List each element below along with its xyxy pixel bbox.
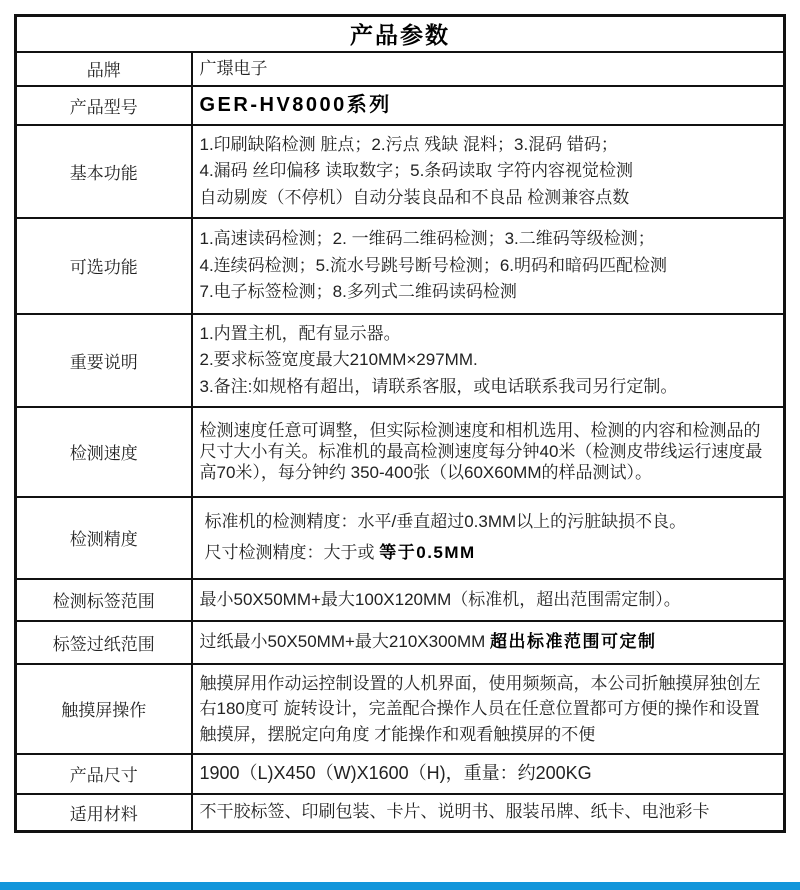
optional-functions-line-3: 7.电子标签检测；8.多列式二维码读码检测 bbox=[199, 282, 517, 302]
table-row-paper-range bbox=[16, 621, 785, 664]
row-value-basic-functions bbox=[192, 125, 785, 218]
row-value-materials: 不干胶标签、印刷包装、卡片、说明书、服装吊牌、纸卡、电池彩卡 bbox=[192, 794, 785, 832]
table-row-model bbox=[16, 86, 785, 125]
row-value-label-range: 最小50X50MM+最大100X120MM（标准机，超出范围需定制）。 bbox=[192, 579, 785, 621]
row-label-brand: 品牌 bbox=[16, 52, 192, 86]
row-label-model: 产品型号 bbox=[16, 86, 192, 125]
row-label-detection-precision: 检测精度 bbox=[16, 497, 192, 579]
row-label-optional-functions: 可选功能 bbox=[16, 218, 192, 314]
row-value-paper-range bbox=[192, 621, 785, 664]
row-value-touchscreen: 触摸屏用作动运控制设置的人机界面，使用频频高，本公司折触摸屏独创左右180度可 旋转设计，完盖配合操作人员在任意位置都可方便的操作和设置触摸屏，摆脱定向角度 才能操作和观看触摸屏的不便 bbox=[192, 664, 785, 754]
row-label-touchscreen: 触摸屏操作 bbox=[16, 664, 192, 754]
product-spec-table bbox=[14, 14, 786, 833]
table-row-label-range bbox=[16, 579, 785, 621]
row-label-important-notes: 重要说明 bbox=[16, 314, 192, 407]
row-label-label-range: 检测标签范围 bbox=[16, 579, 192, 621]
detection-precision-line-1: 标准机的检测精度：水平/垂直超过0.3MM以上的污脏缺损不良。 bbox=[204, 512, 687, 532]
basic-functions-line-1: 1.印刷缺陷检测 脏点；2.污点 残缺 混料；3.混码 错码； bbox=[199, 134, 618, 154]
paper-range-bold: 超出标准范围可定制 bbox=[490, 632, 657, 652]
important-notes-line-1: 1.内置主机，配有显示器。 bbox=[199, 323, 401, 343]
detection-precision-line-2 bbox=[205, 538, 777, 569]
table-row-important-notes bbox=[16, 314, 785, 407]
row-value-important-notes bbox=[192, 314, 785, 407]
important-notes-line-2: 2.要求标签宽度最大210MM×297MM. bbox=[199, 350, 478, 370]
row-label-detection-speed: 检测速度 bbox=[16, 407, 192, 497]
optional-functions-line-1: 1.高速读码检测；2. 一维码二维码检测；3.二维码等级检测； bbox=[199, 229, 655, 249]
optional-functions-line-2: 4.连续码检测；5.流水号跳号断号检测；6.明码和暗码匹配检测 bbox=[199, 255, 668, 275]
precision-line2-bold: 等于0.5MM bbox=[379, 542, 476, 562]
table-row-detection-speed bbox=[16, 407, 785, 497]
bottom-accent-bar bbox=[0, 882, 800, 890]
table-row-optional-functions bbox=[16, 218, 785, 314]
table-row-materials bbox=[16, 794, 785, 832]
table-row-brand bbox=[16, 52, 785, 86]
row-label-basic-functions: 基本功能 bbox=[16, 125, 192, 218]
table-title: 产品参数 bbox=[16, 16, 785, 52]
table-row-detection-precision bbox=[16, 497, 785, 579]
precision-line2-normal: 尺寸检测精度：大于或 bbox=[204, 542, 380, 562]
row-value-detection-precision bbox=[192, 497, 785, 579]
row-value-product-size: 1900（L)X450（W)X1600（H)，重量：约200KG bbox=[192, 754, 785, 794]
paper-range-normal: 过纸最小50X50MM+最大210X300MM bbox=[199, 632, 491, 652]
row-value-optional-functions bbox=[192, 218, 785, 314]
important-notes-line-3: 3.备注:如规格有超出，请联系客服，或电话联系我司另行定制。 bbox=[199, 376, 678, 396]
row-value-brand: 广璟电子 bbox=[192, 52, 785, 86]
basic-functions-line-2: 4.漏码 丝印偏移 读取数字；5.条码读取 字符内容视觉检测 bbox=[199, 161, 634, 181]
row-value-detection-speed: 检测速度任意可调整，但实际检测速度和相机选用、检测的内容和检测品的尺寸大小有关。标准机的最高检测速度每分钟40米（检测皮带线运行速度最高70米），每分钟约 350-400张（以60X60MM的样品测试）。 bbox=[192, 407, 785, 497]
row-value-model: GER-HV8000系列 bbox=[192, 86, 785, 125]
table-row-basic-functions bbox=[16, 125, 785, 218]
row-label-paper-range: 标签过纸范围 bbox=[16, 621, 192, 664]
row-label-materials: 适用材料 bbox=[16, 794, 192, 832]
table-header-row bbox=[16, 16, 785, 52]
table-row-product-size bbox=[16, 754, 785, 794]
table-row-touchscreen bbox=[16, 664, 785, 754]
basic-functions-line-3: 自动剔废（不停机）自动分装良品和不良品 检测兼容点数 bbox=[199, 187, 630, 207]
row-label-product-size: 产品尺寸 bbox=[16, 754, 192, 794]
